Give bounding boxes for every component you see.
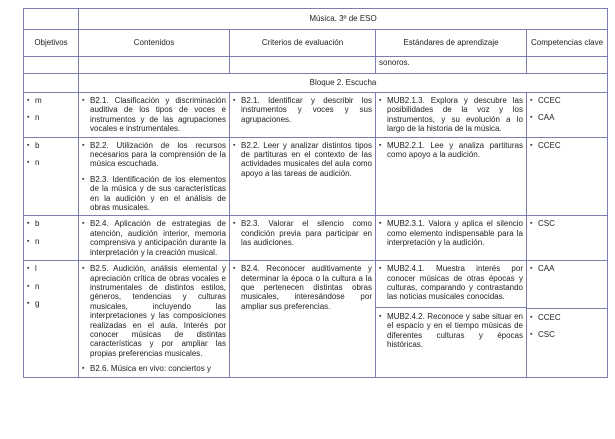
estandar-item: ▪ MUB2.1.3. Explora y descubre las posibilidades de la voz y los instrumentos, y su evolución a lo largo de la historia de la música. bbox=[379, 96, 523, 134]
criterios-cell bbox=[230, 93, 376, 138]
header-objetivos: Objetivos bbox=[24, 30, 79, 57]
estandares-cell bbox=[376, 216, 527, 261]
objetivo-item: ▪ n bbox=[27, 158, 75, 167]
estandares-divider bbox=[376, 307, 526, 350]
continued-text: sonoros. bbox=[376, 57, 527, 74]
competencias-cell bbox=[527, 93, 608, 138]
contenido-item: ▪ B2.5. Audición, análisis elemental y apreciación crítica de obras vocales e instrumentales de distintos estilos, géneros, tendencias y culturas musicales, incluyendo las interpretaciones y las composiciones realizadas en el aula. Interés por conocer músicas de distintas características y por ampliar las propias preferencias musicales. bbox=[82, 264, 226, 358]
criterio-item: ▪ B2.2. Leer y analizar distintos tipos de partituras en el contexto de las actividades musicales del aula como apoyo a las tareas de audición. bbox=[233, 141, 372, 179]
competencias-cell bbox=[527, 137, 608, 216]
contenidos-cell bbox=[79, 137, 230, 216]
contenido-item: ▪ B2.4. Aplicación de estrategias de atención, audición interior, memoria comprensiva y anticipación durante la interpretación y la creación musical. bbox=[82, 219, 226, 257]
contenido-item: ▪ B2.6. Música en vivo: conciertos y bbox=[82, 364, 226, 373]
estandares-cell bbox=[376, 137, 527, 216]
estandares-cell bbox=[376, 261, 527, 377]
criterio-item: ▪ B2.1. Identificar y describir los instrumentos y voces y sus agrupaciones. bbox=[233, 96, 372, 124]
contenidos-cell bbox=[79, 261, 230, 377]
competencia-item: ▪ CCEC bbox=[530, 313, 604, 322]
objetivo-item: ▪ b bbox=[27, 141, 75, 150]
contenido-item: ▪ B2.3. Identificación de los elementos de la música y de sus características en la audición y en el análisis de obras musicales. bbox=[82, 175, 226, 213]
estandar-item: ▪ MUB2.4.1. Muestra interés por conocer músicas de otras épocas y culturas, comparando y contrastando las noticias musicales conocidas. bbox=[379, 264, 523, 302]
criterio-item: ▪ B2.3. Valorar el silencio como condición previa para participar en las audiciones. bbox=[233, 219, 372, 247]
table-row bbox=[24, 93, 608, 138]
objetivos-cell bbox=[24, 137, 79, 216]
objetivo-item: ▪ b bbox=[27, 219, 75, 228]
contenidos-cell bbox=[79, 216, 230, 261]
criterios-cell bbox=[230, 137, 376, 216]
competencias-divider bbox=[527, 308, 607, 340]
contenido-item: ▪ B2.1. Clasificación y discriminación auditiva de los tipos de voces e instrumentos y de las agrupaciones vocales e instrumentales. bbox=[82, 96, 226, 134]
competencia-item: ▪ CCEC bbox=[530, 141, 604, 150]
header-contenidos: Contenidos bbox=[79, 30, 230, 57]
criterio-item: ▪ B2.4. Reconocer auditivamente y determinar la época o la cultura a la que pertenecen distintas obras musicales, interesándose por ampliar sus preferencias. bbox=[233, 264, 372, 311]
estandares-cell bbox=[376, 93, 527, 138]
table-title: Música. 3º de ESO bbox=[79, 9, 608, 30]
competencia-item: ▪ CSC bbox=[530, 330, 604, 339]
objetivo-item: ▪ l bbox=[27, 264, 75, 273]
objetivos-cell bbox=[24, 93, 79, 138]
competencia-item: ▪ CAA bbox=[530, 113, 604, 122]
objetivo-item: ▪ n bbox=[27, 282, 75, 291]
contenidos-cell bbox=[79, 93, 230, 138]
criterios-cell bbox=[230, 216, 376, 261]
competencias-cell bbox=[527, 216, 608, 261]
objetivo-item: ▪ n bbox=[27, 237, 75, 246]
competencia-item: ▪ CAA bbox=[530, 264, 604, 273]
criterios-cell bbox=[230, 261, 376, 377]
table-corner-cell bbox=[24, 9, 79, 30]
header-estandares: Estándares de aprendizaje bbox=[376, 30, 527, 57]
table-row bbox=[24, 137, 608, 216]
estandar-item: ▪ MUB2.4.2. Reconoce y sabe situar en el espacio y en el tiempo músicas de diferentes culturas y épocas históricas. bbox=[379, 312, 523, 350]
competencia-item: ▪ CSC bbox=[530, 219, 604, 228]
competencias-cell bbox=[527, 261, 608, 377]
competencia-item: ▪ CCEC bbox=[530, 96, 604, 105]
table-row bbox=[24, 261, 608, 377]
estandar-item: ▪ MUB2.2.1. Lee y analiza partituras como apoyo a la audición. bbox=[379, 141, 523, 160]
block-title: Bloque 2. Escucha bbox=[79, 74, 608, 93]
table-row bbox=[24, 216, 608, 261]
header-competencias: Competencias clave bbox=[527, 30, 608, 57]
continuation-row bbox=[24, 57, 608, 74]
header-criterios: Criterios de evaluación bbox=[230, 30, 376, 57]
objetivo-item: ▪ n bbox=[27, 113, 75, 122]
estandar-item: ▪ MUB2.3.1. Valora y aplica el silencio como elemento indispensable para la interpretación y la audición. bbox=[379, 219, 523, 247]
objetivos-cell bbox=[24, 216, 79, 261]
objetivo-item: ▪ g bbox=[27, 299, 75, 308]
objetivo-item: ▪ m bbox=[27, 96, 75, 105]
contenido-item: ▪ B2.2. Utilización de los recursos necesarios para la comprensión de la música escuchada. bbox=[82, 141, 226, 169]
objetivos-cell bbox=[24, 261, 79, 377]
curriculum-table bbox=[23, 8, 608, 378]
